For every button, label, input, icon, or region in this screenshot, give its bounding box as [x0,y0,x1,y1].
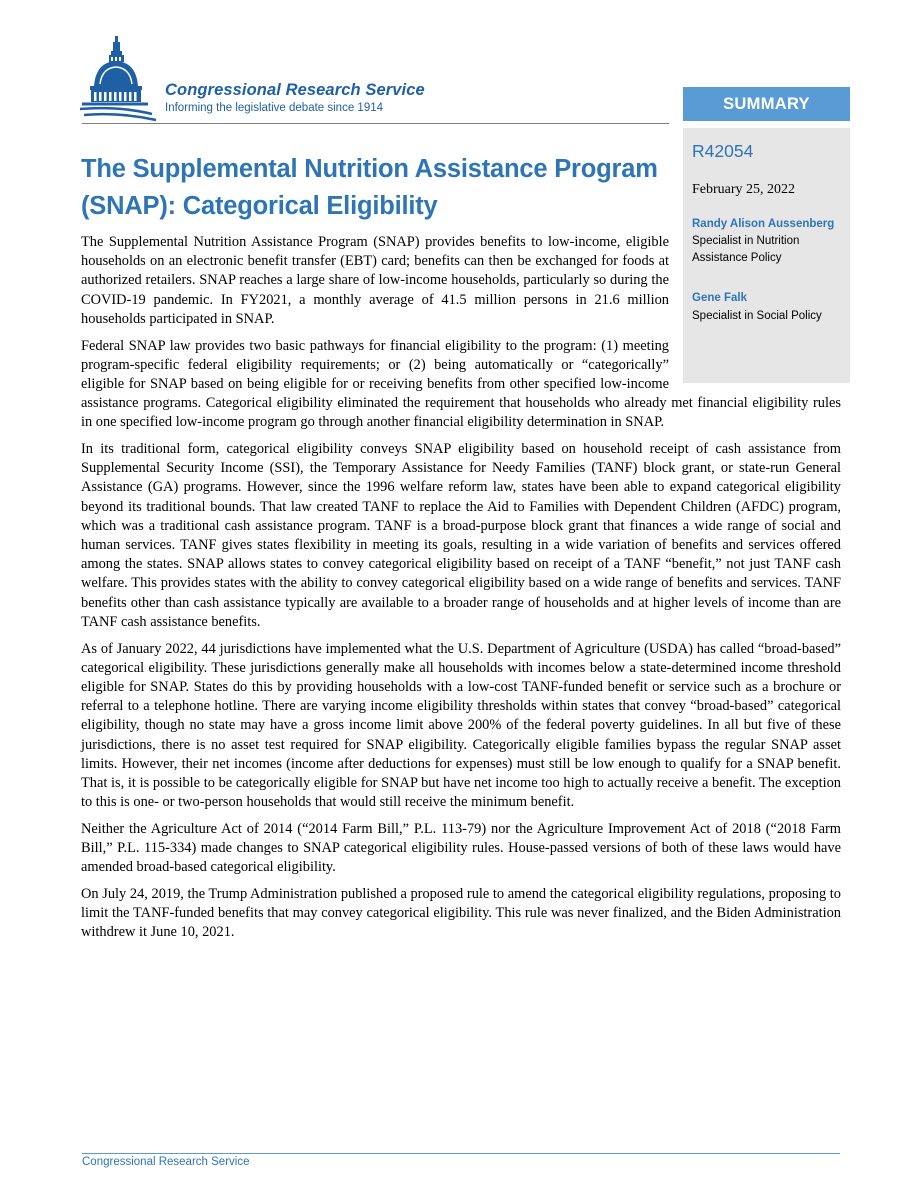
sidebar-spacer [669,233,841,391]
org-name: Congressional Research Service [165,81,425,99]
body-paragraph: As of January 2022, 44 jurisdictions have implemented what the U.S. Department of Agriculture (USDA) has called “broad-based” categorical eligibility. These jurisdictions generally make all households with incomes below a state-determined income threshold eligible for SNAP. States do this by providing households with a low-cost TANF-funded benefit or service such as a brochure or referral to a telephone hotline. There are varying income eligibility thresholds within states that convey “broad-based” categorical eligibility, though no state may have a gross income limit above 200% of the federal poverty guidelines. In all but five of these jurisdictions, there is no asset test required for SNAP eligibility. Categorically eligible families bypass the regular SNAP asset limits. However, their net incomes (income after deductions for expenses) must still be low enough to qualify for a SNAP benefit. That is, it is possible to be categorically eligible for SNAP but have net income too high to actually receive a benefit. The exception to this is one- or two-person households that would still receive the minimum benefit. [81,640,841,811]
author-name: Randy Alison Aussenberg [692,218,835,230]
body-paragraph: The Supplemental Nutrition Assistance Program (SNAP) provides benefits to low-income, eligible households on an electronic benefit transfer (EBT) card; benefits can then be exchanged for foods at authorized retailers. SNAP reaches a large share of low-income households, particularly so during the COVID-19 pandemic. In FY2021, a monthly average of 41.5 million persons in 21.6 million households participated in SNAP. [81,234,669,327]
body-paragraph: On July 24, 2019, the Trump Administration published a proposed rule to amend the categorical eligibility regulations, proposing to limit the TANF-funded benefits that may convey categorical eligibility. This rule was never finalized, and the Biden Administration withdrew it June 10, 2021. [81,886,841,941]
footer-org-name: Congressional Research Service [82,1156,250,1168]
report-date: February 25, 2022 [692,182,796,197]
header-divider [82,123,669,124]
summary-body [81,233,841,950]
body-paragraph: Federal SNAP law provides two basic pathways for financial eligibility to the program: (1) meeting program-specific federal eligibility requirements; or (2) being automatically or “categorically” eligible for SNAP based on being eligible for or receiving benefits from other specified low-income assistance programs. Categorical eligibility eliminated the requirement that households who already met financial eligibility rules in one specified low-income program go through another financial eligibility determination in SNAP. [81,337,841,431]
page-title: The Supplemental Nutrition Assistance Program (SNAP): Categorical Eligibility [81,155,658,220]
capitol-dome-icon [80,34,162,124]
author-name: Gene Falk [692,292,747,304]
crs-logo [80,34,480,124]
summary-heading: SUMMARY [683,87,850,121]
author-role: Specialist in Nutrition Assistance Policy [692,235,800,264]
body-paragraph: In its traditional form, categorical eligibility conveys SNAP eligibility based on household receipt of cash assistance from Supplemental Security Income (SSI), the Temporary Assistance for Needy Families (TANF) block grant, or state-run General Assistance (GA) programs. However, since the 1996 welfare reform law, states have been able to expand categorical eligibility beyond its traditional bounds. That law created TANF to replace the Aid to Families with Dependent Children (AFDC) program, which was a traditional cash assistance program. TANF is a broad-purpose block grant that finances a wide range of social and human services. TANF gives states flexibility in meeting its goals, resulting in a wide variation of benefits and services offered among the states. SNAP allows states to convey categorical eligibility based on receipt of a TANF “benefit,” not just TANF cash welfare. This provides states with the ability to convey categorical eligibility based on a wide range of benefits and services. TANF benefits other than cash assistance typically are available to a broader range of households and at higher levels of income than are TANF cash assistance benefits. [81,441,841,630]
author-role: Specialist in Social Policy [692,310,822,322]
footer-divider [82,1153,840,1154]
body-paragraph: Neither the Agriculture Act of 2014 (“2014 Farm Bill,” P.L. 113-79) nor the Agriculture Improvement Act of 2018 (“2018 Farm Bill,” P.L. 115-334) made changes to SNAP categorical eligibility rules. House-passed versions of both of these laws would have amended broad-based categorical eligibility. [81,820,841,876]
report-number: R42054 [692,141,754,161]
org-tagline: Informing the legislative debate since 1914 [165,102,384,114]
